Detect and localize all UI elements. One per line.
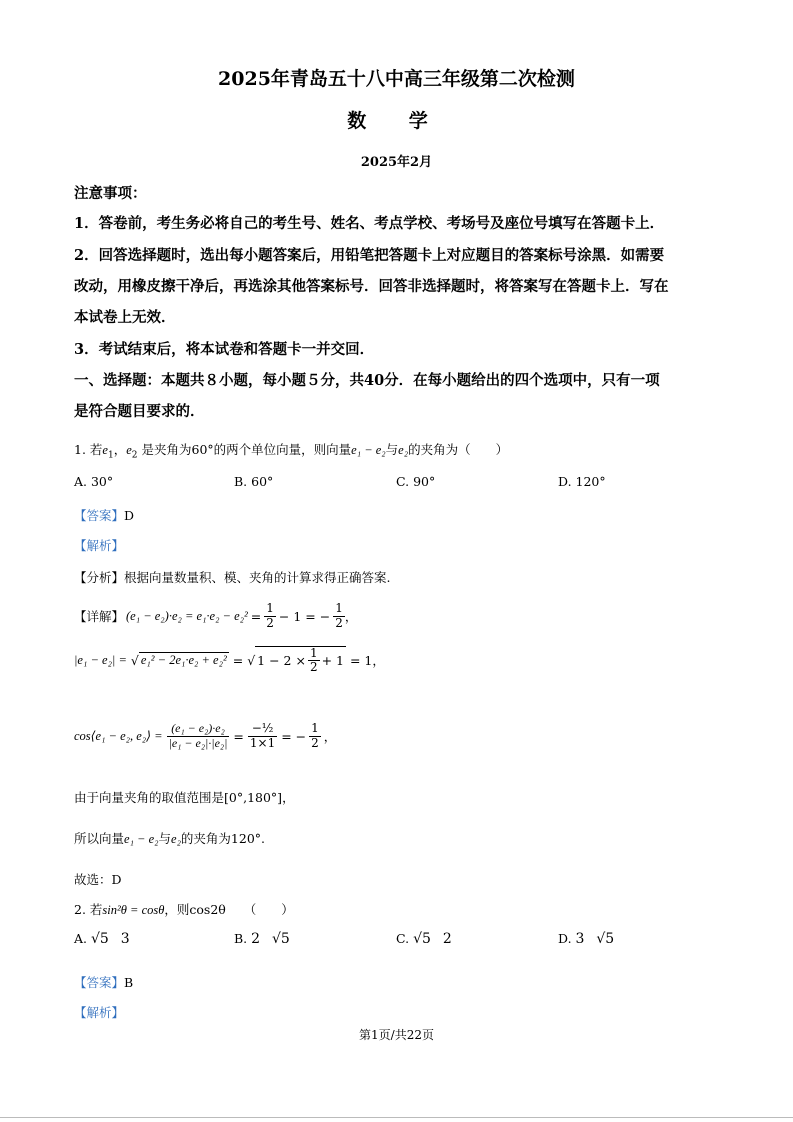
q2-opt-a-val2: 3 (120, 931, 130, 947)
q1-stem-end: 的夹角为（ ） (408, 442, 509, 457)
notice-item-2-end: 本试卷上无效． (74, 309, 176, 326)
q1-answer-tag: 【答案】 (74, 508, 125, 523)
q2-option-d (558, 931, 614, 947)
q1-line3-eq: = (233, 728, 244, 744)
q1-answer-value: D (124, 508, 135, 523)
q1-detail-line3 (74, 706, 336, 766)
notice-item-3: 3．考试结束后，将本试卷和答题卡一并交回． (74, 341, 375, 358)
q2-ask: cos2θ (189, 902, 226, 917)
half-fraction-3 (308, 647, 320, 674)
q1-e2-sub: 2 (131, 450, 138, 461)
section-heading-cont: 是符合题目要求的． (74, 403, 205, 420)
section-heading: 一、选择题：本题共８小题，每小题５分，共40分．在每小题给出的四个选项中，只有一项 (74, 372, 660, 389)
half-num-3: 1 (309, 645, 318, 660)
q1-stem (74, 440, 508, 461)
q1-line2-root2 (255, 646, 346, 674)
q2-answer-value: B (124, 975, 134, 990)
neg-half-fraction (248, 722, 277, 749)
q1-conclusion-yu: 与 (158, 831, 172, 846)
q2-paren: （ ） (243, 902, 294, 917)
half-fraction-2 (333, 602, 345, 629)
q1-vec-expr: e₁ − e₂ (351, 443, 386, 457)
half-den-3: 2 (309, 660, 318, 674)
q2-opt-c-val2: 2 (442, 931, 452, 947)
q1-line2-lhs: |e₁ − e₂| = (74, 652, 127, 667)
q2-answer (74, 973, 133, 991)
q2-opt-b-label: B. (234, 931, 248, 946)
q1-option-c: C. 90° (396, 474, 436, 489)
q1-range-text: 由于向量夹角的取值范围是 (74, 790, 225, 805)
page-bottom-divider (0, 1117, 793, 1118)
half-num-2: 1 (335, 601, 343, 616)
q1-conclusion-a: 所以向量 (74, 831, 125, 846)
q1-line2-end: = 1， (349, 653, 385, 668)
q1-analysis-label: 【分析】 (74, 570, 125, 585)
q2-opt-b-val2: √5 (272, 931, 290, 947)
half-fraction (264, 602, 276, 629)
one-by-one: 1×1 (249, 735, 276, 750)
q1-choose: 故选：D (74, 872, 122, 887)
q1-conclusion (74, 829, 265, 847)
q1-line2-root2a: 1 − 2 × (257, 653, 306, 668)
q2-analysis-tag: 【解析】 (74, 1005, 125, 1020)
q1-line1-lhs: (e₁ − e₂)·e₂ = e₁·e₂ − e₂² (126, 608, 248, 623)
q1-yu: 与 (385, 442, 399, 457)
q1-line1-eq: = (250, 608, 262, 624)
cos-num: (e₁ − e₂)·e₂ (167, 722, 230, 736)
q2-option-a (74, 931, 130, 947)
q1-option-d: D. 120° (558, 474, 606, 489)
q2-opt-d-val2: √5 (596, 931, 615, 947)
q1-analysis-text: 根据向量数量积、模、夹角的计算求得正确答案. (124, 570, 391, 585)
q1-line1-end: ， (344, 609, 358, 624)
q1-range-end: ， (282, 790, 295, 805)
q1-detail-line1 (74, 596, 357, 636)
q1-line2-eq: = (232, 652, 244, 668)
q2-opt-b-val1: 2 (251, 931, 261, 947)
q1-line3-end: ， (323, 729, 337, 744)
q2-option-b (234, 931, 290, 947)
half-fraction-4 (309, 722, 321, 749)
q2-opt-a-val1: √5 (91, 931, 109, 947)
q2-cond: sin²θ = cosθ (102, 903, 165, 917)
q2-opt-a-label: A. (74, 931, 88, 946)
q1-option-a: A. 30° (74, 474, 114, 489)
q2-mid: ，则 (164, 902, 190, 917)
q1-line3-res: = − (281, 728, 307, 744)
q1-conclusion-e2: e₂ (171, 832, 181, 846)
q2-opt-d-label: D. (558, 931, 572, 946)
half-num-4: 1 (311, 721, 319, 736)
q1-range-val: [0°,180°] (224, 790, 283, 805)
notice-heading: 注意事项： (74, 185, 147, 202)
half-den-2: 2 (335, 615, 343, 630)
exam-date: 2025年2月 (360, 155, 433, 170)
q2-opt-c-val1: √5 (413, 931, 431, 947)
q1-detail-label: 【详解】 (74, 609, 125, 624)
notice-item-2: 2．回答选择题时，选出每小题答案后，用铅笔把答题卡上对应题目的答案标号涂黑．如需要 (74, 247, 665, 264)
exam-title: 2025年青岛五十八中高三年级第二次检测 (218, 68, 575, 90)
notice-item-2-cont: 改动，用橡皮擦干净后，再选涂其他答案标号．回答非选择题时，将答案写在答题卡上．写在 (74, 278, 669, 295)
sqrt-sign-1: √ (130, 652, 139, 668)
q2-option-c (396, 931, 452, 947)
subject-title: 数 学 (347, 110, 446, 132)
q1-e1-sub: 1 (107, 450, 114, 461)
q2-answer-tag: 【答案】 (74, 975, 125, 990)
q1-e2: e (126, 443, 132, 457)
q1-conclusion-b: 的夹角为120°. (180, 831, 266, 846)
q2-opt-d-val1: 3 (575, 931, 585, 947)
q1-detail-line2 (74, 640, 385, 680)
notice-item-1: 1．答卷前，考生务必将自己的考生号、姓名、考点学校、考场号及座位号填写在答题卡上． (74, 215, 665, 232)
q1-analysis-tag: 【解析】 (74, 538, 125, 553)
q1-e2b: e₂ (398, 443, 409, 457)
q1-analysis (74, 568, 391, 586)
q1-comma: ， (113, 442, 127, 457)
sqrt-sign-2: √ (247, 652, 256, 668)
q1-e1: e (102, 443, 108, 457)
q1-option-b: B. 60° (234, 474, 274, 489)
q1-line1-mid: − 1 = − (278, 608, 331, 624)
half-num: 1 (266, 601, 274, 616)
q1-range (74, 788, 295, 806)
q1-number: 1. 若 (74, 442, 103, 457)
cos-den: |e₁ − e₂|·|e₂| (168, 735, 228, 750)
q2-opt-c-label: C. (396, 931, 410, 946)
cos-fraction (167, 722, 230, 749)
q1-answer (74, 506, 134, 524)
q2-number: 2. 若 (74, 902, 103, 917)
q1-line3-lhs: cos⟨e₁ − e₂, e₂⟩ = (74, 729, 163, 743)
q1-line2-root1: e₁² − 2e₁·e₂ + e₂² (140, 653, 227, 667)
q1-conclusion-vec: e₁ − e₂ (124, 832, 159, 846)
half-den-4: 2 (311, 735, 319, 750)
half-den: 2 (266, 615, 274, 630)
q1-stem-mid: 是夹角为60°的两个单位向量，则向量 (141, 442, 352, 457)
q1-line2-root2b: + 1 (321, 653, 344, 668)
neg-half-num: −½ (248, 722, 277, 736)
q2-stem (74, 900, 294, 918)
page-footer: 第1页/共22页 (359, 1028, 434, 1042)
